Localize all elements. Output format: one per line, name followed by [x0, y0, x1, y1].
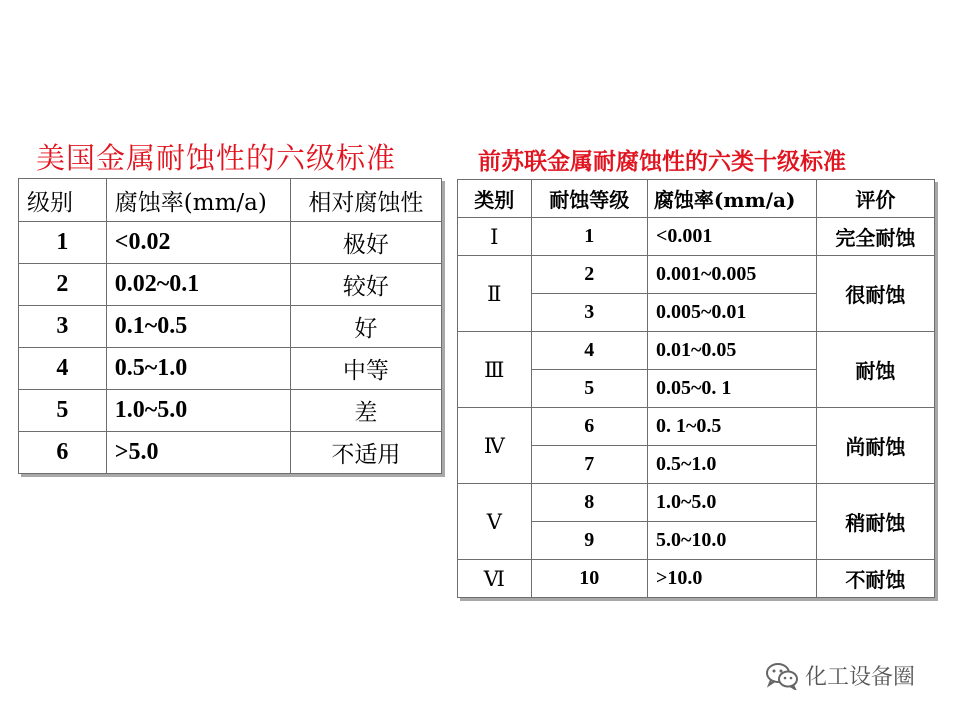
corrosion-rate-cell: 5.0~10.0 [647, 522, 816, 560]
corrosion-rate-cell: 0.05~0. 1 [647, 370, 816, 408]
grade-cell: 2 [531, 256, 647, 294]
ussr-standard-table [457, 179, 935, 598]
ussr-standard-title: 前苏联金属耐腐蚀性的六类十级标准 [478, 148, 846, 175]
table-row [19, 222, 442, 264]
evaluation-cell: 不耐蚀 [816, 560, 934, 598]
corrosion-rate-cell: 0. 1~0.5 [647, 408, 816, 446]
table-row [19, 432, 442, 474]
evaluation-cell: 稍耐蚀 [816, 484, 934, 560]
grade-cell: 6 [531, 408, 647, 446]
category-cell: Ⅵ [458, 560, 532, 598]
category-cell: Ⅲ [458, 332, 532, 408]
category-cell: Ⅰ [458, 218, 532, 256]
grade-cell: 7 [531, 446, 647, 484]
relative-corrosion-cell: 差 [290, 390, 441, 432]
us-standard-table [18, 178, 442, 474]
table-row [458, 256, 935, 294]
corrosion-rate-cell: >10.0 [647, 560, 816, 598]
evaluation-cell: 很耐蚀 [816, 256, 934, 332]
corrosion-rate-cell: <0.001 [647, 218, 816, 256]
grade-cell: 5 [531, 370, 647, 408]
category-cell: Ⅱ [458, 256, 532, 332]
relative-corrosion-cell: 极好 [290, 222, 441, 264]
watermark-text: 化工设备圈 [805, 665, 916, 690]
level-cell: 4 [19, 348, 107, 390]
level-cell: 2 [19, 264, 107, 306]
column-header-corrosion-rate: 腐蚀率(mm/a) [106, 179, 290, 222]
table-row [458, 218, 935, 256]
grade-cell: 10 [531, 560, 647, 598]
level-cell: 6 [19, 432, 107, 474]
table-row [458, 408, 935, 446]
evaluation-cell: 尚耐蚀 [816, 408, 934, 484]
column-header-evaluation: 评价 [816, 180, 934, 218]
level-cell: 3 [19, 306, 107, 348]
corrosion-rate-cell: 0.1~0.5 [106, 306, 290, 348]
corrosion-rate-cell: 0.01~0.05 [647, 332, 816, 370]
grade-cell: 1 [531, 218, 647, 256]
relative-corrosion-cell: 中等 [290, 348, 441, 390]
grade-cell: 3 [531, 294, 647, 332]
column-header-level: 级别 [19, 179, 107, 222]
table-header-row [19, 179, 442, 222]
corrosion-rate-cell: <0.02 [106, 222, 290, 264]
evaluation-cell: 完全耐蚀 [816, 218, 934, 256]
relative-corrosion-cell: 好 [290, 306, 441, 348]
evaluation-cell: 耐蚀 [816, 332, 934, 408]
wechat-icon [765, 662, 799, 690]
grade-cell: 4 [531, 332, 647, 370]
table-header-row [458, 180, 935, 218]
column-header-category: 类别 [458, 180, 532, 218]
corrosion-rate-cell: 0.005~0.01 [647, 294, 816, 332]
table-row [19, 390, 442, 432]
table-row [458, 560, 935, 598]
category-cell: Ⅴ [458, 484, 532, 560]
watermark [765, 660, 915, 691]
corrosion-rate-cell: >5.0 [106, 432, 290, 474]
corrosion-rate-cell: 0.02~0.1 [106, 264, 290, 306]
table-row [19, 306, 442, 348]
column-header-relative-corrosion: 相对腐蚀性 [290, 179, 441, 222]
table-row [458, 484, 935, 522]
column-header-corrosion-rate: 腐蚀率(mm/a) [647, 180, 816, 218]
relative-corrosion-cell: 不适用 [290, 432, 441, 474]
grade-cell: 8 [531, 484, 647, 522]
us-standard-title: 美国金属耐蚀性的六级标准 [36, 141, 397, 175]
category-cell: Ⅳ [458, 408, 532, 484]
column-header-resistance-grade: 耐蚀等级 [531, 180, 647, 218]
corrosion-rate-cell: 1.0~5.0 [647, 484, 816, 522]
level-cell: 5 [19, 390, 107, 432]
level-cell: 1 [19, 222, 107, 264]
corrosion-rate-cell: 1.0~5.0 [106, 390, 290, 432]
corrosion-rate-cell: 0.5~1.0 [647, 446, 816, 484]
corrosion-rate-cell: 0.5~1.0 [106, 348, 290, 390]
corrosion-rate-cell: 0.001~0.005 [647, 256, 816, 294]
grade-cell: 9 [531, 522, 647, 560]
relative-corrosion-cell: 较好 [290, 264, 441, 306]
table-row [19, 348, 442, 390]
table-row [458, 332, 935, 370]
table-row [19, 264, 442, 306]
